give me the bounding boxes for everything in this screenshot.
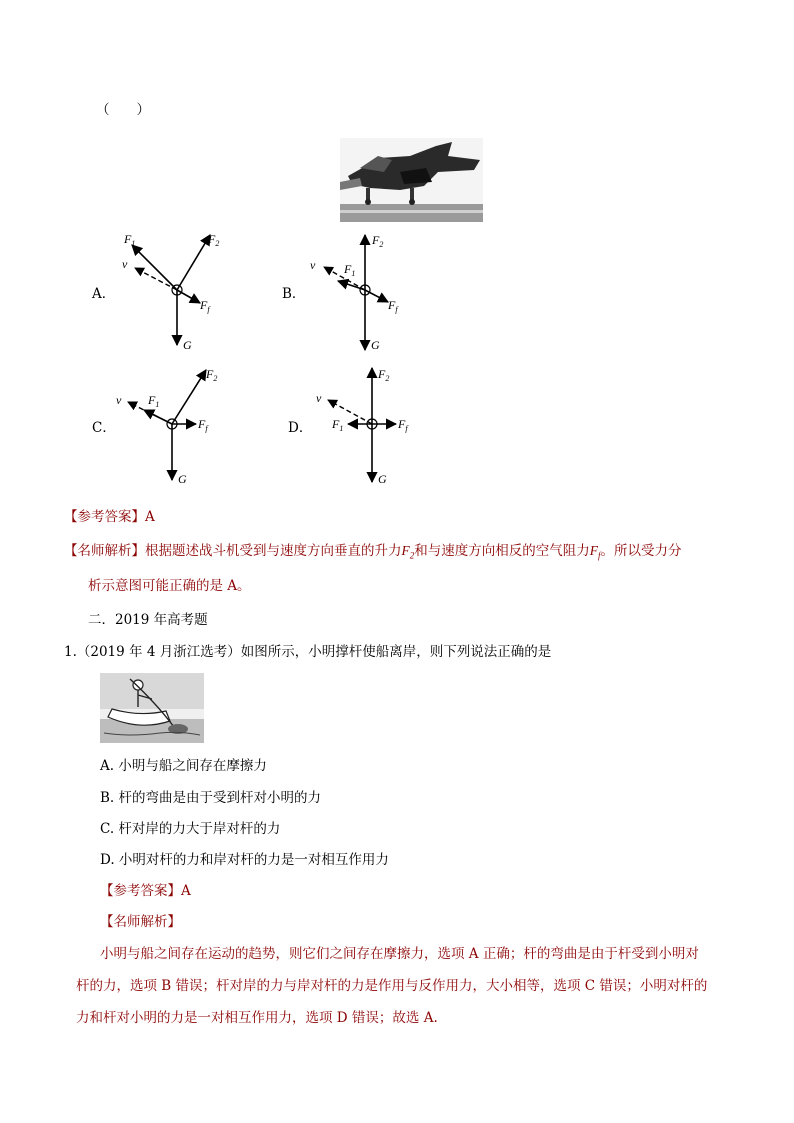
label-v: v [122, 257, 128, 271]
label-F2: $F_2$ [378, 367, 390, 383]
answer-blank-paren: （ ） [96, 102, 150, 118]
diagram-A [110, 225, 250, 355]
label-F2: $F_2$ [372, 233, 384, 249]
label-Ff: $F_f$ [198, 417, 208, 433]
jet-image [340, 138, 483, 222]
label-F2: $F_2$ [206, 367, 218, 383]
answer-tag: 【参考答案】 [100, 883, 181, 899]
question-1: 1.（2019 年 4 月浙江选考）如图所示，小明撑杆使船离岸，则下列说法正确的是 [64, 644, 552, 660]
analysis-2-line3: 力和杆对小明的力是一对相互作用力，选项 D 错误；故选 A. [76, 1010, 438, 1026]
choice-B: B. 杆的弯曲是由于受到杆对小明的力 [100, 790, 322, 806]
answer-value: A [145, 509, 155, 525]
label-Ff: $F_f$ [200, 298, 210, 314]
label-G: G [371, 338, 380, 352]
fighter-jet-photo [340, 138, 483, 222]
diagram-D [306, 362, 446, 492]
option-B-label: B． [282, 286, 306, 302]
label-v: v [310, 258, 316, 272]
analysis-1-line1: 【名师解析】根据题述战斗机受到与速度方向垂直的升力$F_2$和与速度方向相反的空气阻力$F_f$。所以受力分 [64, 543, 682, 561]
label-F1: $F_1$ [148, 393, 160, 409]
answer-2 [100, 881, 191, 901]
label-F1: $F_1$ [124, 232, 136, 248]
analysis-2-tag: 【名师解析】 [100, 914, 181, 930]
option-A-label: A． [92, 286, 116, 302]
answer-value: A [181, 883, 191, 899]
boat-sketch [100, 673, 204, 743]
label-G: G [178, 472, 187, 486]
analysis-1-line2: 析示意图可能正确的是 A。 [88, 578, 251, 594]
boat-pole-image [100, 673, 204, 743]
label-Ff: $F_f$ [398, 417, 408, 433]
label-v: v [316, 391, 322, 405]
diagram-C [110, 362, 250, 492]
label-v: v [116, 393, 122, 407]
label-F1: $F_1$ [344, 262, 356, 278]
option-D-label: D． [288, 420, 313, 436]
choice-A: A. 小明与船之间存在摩擦力 [100, 758, 267, 774]
section-heading: 二．2019 年高考题 [88, 612, 208, 628]
label-Ff: $F_f$ [388, 298, 398, 314]
analysis-tag: 【名师解析】 [64, 543, 145, 559]
choice-D: D. 小明对杆的力和岸对杆的力是一对相互作用力 [100, 852, 389, 868]
analysis-2-line2: 杆的力，选项 B 错误；杆对岸的力与岸对杆的力是作用与反作用力，大小相等，选项 C 错误；小明对杆的 [76, 978, 708, 994]
answer-1 [64, 507, 155, 527]
label-F1: $F_1$ [332, 417, 344, 433]
symbol-F2: $F_2$ [401, 543, 415, 561]
analysis-2-line1: 小明与船之间存在运动的趋势，则它们之间存在摩擦力，选项 A 正确；杆的弯曲是由于杆受到小明对 [100, 946, 699, 962]
symbol-Ff: $F_f$ [589, 543, 601, 561]
choice-C: C. 杆对岸的力大于岸对杆的力 [100, 821, 281, 837]
label-G: G [183, 338, 192, 352]
answer-tag: 【参考答案】 [64, 509, 145, 525]
option-C-label: C． [92, 420, 116, 436]
diagram-B [300, 225, 440, 355]
label-G: G [378, 472, 387, 486]
label-F2: $F_2$ [208, 232, 220, 248]
